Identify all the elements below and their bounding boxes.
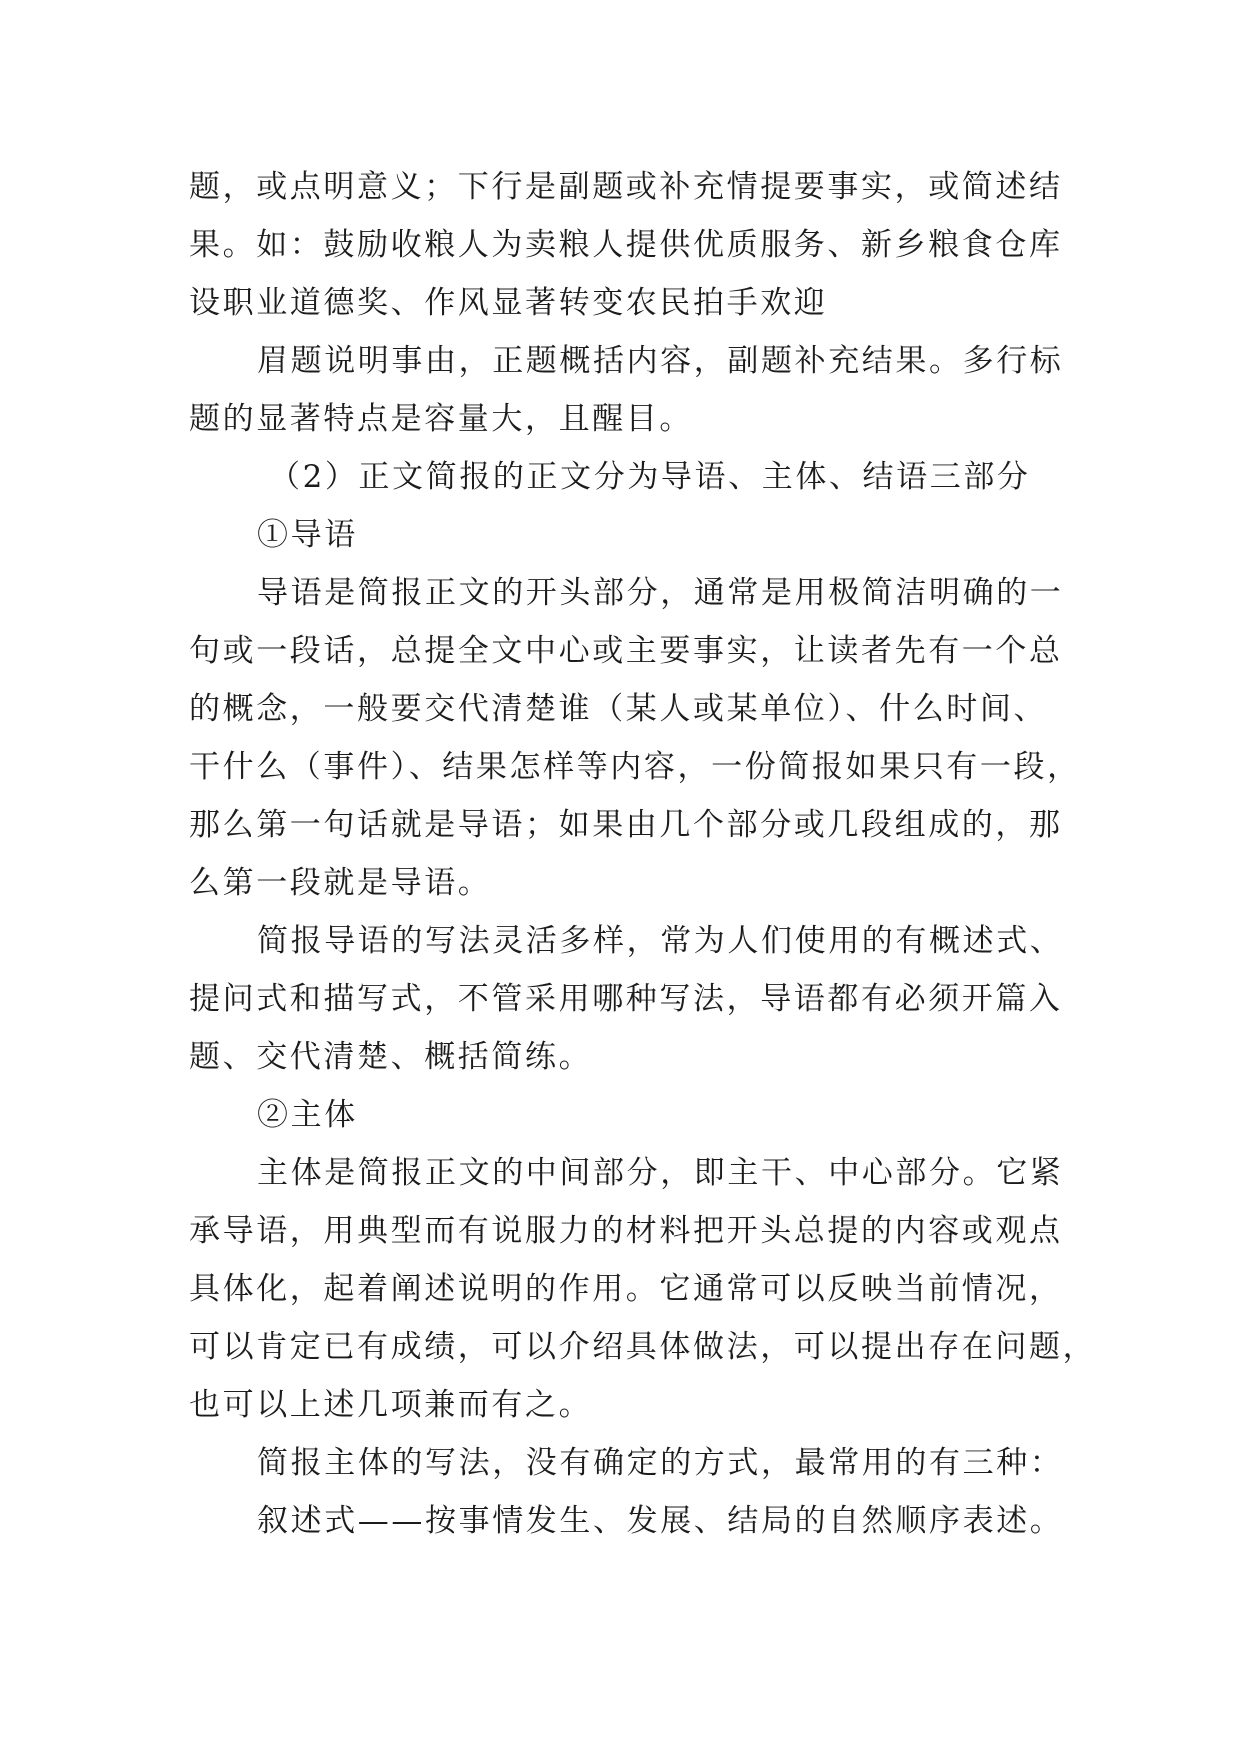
text-line: 干什么（事件）、结果怎样等内容，一份简报如果只有一段， xyxy=(189,749,1081,785)
subsection-heading-main: ②主体 xyxy=(257,1097,358,1133)
body-text xyxy=(189,158,1097,1550)
text-line: 果。如：鼓励收粮人为卖粮人提供优质服务、新乡粮食仓库 xyxy=(189,227,1063,263)
text-line: 题，或点明意义；下行是副题或补充情提要事实，或简述结 xyxy=(189,169,1063,205)
paragraph-start-line: 简报导语的写法灵活多样，常为人们使用的有概述式、 xyxy=(257,923,1064,959)
paragraph-start-line: 主体是简报正文的中间部分，即主干、中心部分。它紧 xyxy=(257,1155,1064,1191)
subsection-heading-lead: ①导语 xyxy=(257,517,358,553)
text-line: 么第一段就是导语。 xyxy=(189,865,492,901)
text-line: 也可以上述几项兼而有之。 xyxy=(189,1387,593,1423)
paragraph-start-line: 眉题说明事由，正题概括内容，副题补充结果。多行标 xyxy=(257,343,1064,379)
text-line: 的概念，一般要交代清楚谁（某人或某单位）、什么时间、 xyxy=(189,691,1048,727)
text-line: 那么第一句话就是导语；如果由几个部分或几段组成的，那 xyxy=(189,807,1063,843)
text-line: 具体化，起着阐述说明的作用。它通常可以反映当前情况， xyxy=(189,1271,1063,1307)
section-heading-body: （2）正文简报的正文分为导语、主体、结语三部分 xyxy=(269,459,1031,495)
text-line: 提问式和描写式，不管采用哪种写法，导语都有必须开篇入 xyxy=(189,981,1063,1017)
paragraph-start-line: 简报主体的写法，没有确定的方式，最常用的有三种： xyxy=(257,1445,1064,1481)
text-line: 句或一段话，总提全文中心或主要事实，让读者先有一个总 xyxy=(189,633,1063,669)
text-line: 题的显著特点是容量大，且醒目。 xyxy=(189,401,693,437)
paragraph-start-line: 叙述式——按事情发生、发展、结局的自然顺序表述。 xyxy=(257,1503,1064,1539)
text-line: 题、交代清楚、概括简练。 xyxy=(189,1039,593,1075)
text-line: 设职业道德奖、作风显著转变农民拍手欢迎 xyxy=(189,285,828,321)
paragraph-start-line: 导语是简报正文的开头部分，通常是用极简洁明确的一 xyxy=(257,575,1064,611)
text-line: 可以肯定已有成绩，可以介绍具体做法，可以提出存在问题， xyxy=(189,1329,1097,1365)
text-line: 承导语，用典型而有说服力的材料把开头总提的内容或观点 xyxy=(189,1213,1063,1249)
